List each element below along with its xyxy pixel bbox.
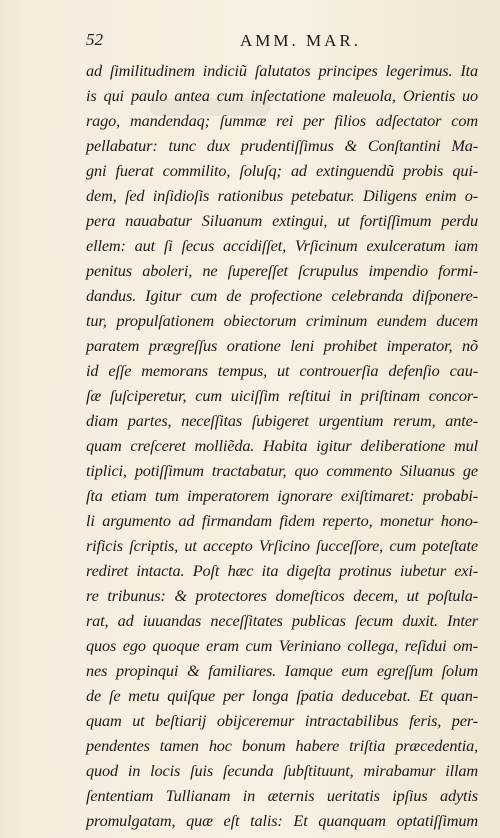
text-line: ad ſimilitudinem indiciũ ſalutatos principes legerimus. Ita [86, 61, 478, 80]
page-header [86, 30, 476, 56]
text-line: pera nauabatur Siluanum extingui, ut fortiſſimum perdu [86, 211, 478, 230]
page-number: 52 [86, 30, 103, 49]
text-line: paratem prægreſſus oratione leni prohibet imperator, nõ [86, 336, 478, 355]
text-line: rat, ad iuuandas neceſſitates publicas ſecum duxit. Inter [86, 611, 478, 630]
text-line: promulgatam, quæ eſt talis: Et quanquam optatiſſimum [86, 811, 478, 830]
text-line: quod in locis ſuis ſecunda ſubſtituunt, mirabamur illam [86, 761, 478, 780]
text-line: li argumento ad firmandam fidem reperto, monetur hono- [86, 511, 478, 530]
text-line: rago, mandendaq; ſummæ rei per filios adſectator com [86, 111, 478, 130]
text-line: pendentes tamen hoc bonum habere triſtia præcedentia, [86, 736, 478, 755]
text-line: ſta etiam tum imperatorem ignorare exiſtimaret: probabi- [86, 486, 478, 505]
text-line: de ſe metu quiſque per longa ſpatia deducebat. Et quan- [86, 686, 478, 705]
text-line: pellabatur: tunc dux prudentiſſimus & Conſtantini Ma- [86, 136, 478, 155]
text-line: ellem: aut ſi ſecus accidiſſet, Vrſicinum exulceratum iam [86, 236, 478, 255]
body-text [86, 58, 478, 833]
text-line: ſententiam Tullianam in æternis ueritatis ipſius adytis [86, 786, 478, 805]
text-line: re tribunus: & protectores domeſticos decem, ut poſtula- [86, 586, 478, 605]
text-line: nes propinqui & familiares. Iamque eum egreſſum ſolum [86, 661, 478, 680]
text-line: diam partes, neceſſitas ſubigeret urgentium rerum, ante- [86, 411, 478, 430]
text-line: tur, propulſationem obiectorum criminum eundem ducem [86, 311, 478, 330]
text-line: ſæ ſuſciperetur, cum uiciſſim reſtitui in priſtinam concor- [86, 386, 478, 405]
text-line: id eſſe memorans tempus, ut controuerſia defenſio cau- [86, 361, 478, 380]
text-line: quos ego quoque eram cum Veriniano collega, reſidui om- [86, 636, 478, 655]
text-line: rificis ſcriptis, ut accepto Vrſicino ſucceſſore, cum poteſtate [86, 536, 478, 555]
text-line: tiplici, potiſſimum tractabatur, quo commento Siluanus ge [86, 461, 478, 480]
running-head: AMM. MAR. [240, 31, 361, 50]
text-line: is qui paulo antea cum inſectatione maleuola, Orientis uo [86, 86, 478, 105]
text-line: rediret intacta. Poſt hæc ita digeſta protinus iubetur exi- [86, 561, 478, 580]
text-line: dem, ſed inſidioſis rationibus petebatur. Diligens enim o- [86, 186, 478, 205]
text-line: quam ut beſtiarij obijceremur intractabilibus feris, per- [86, 711, 478, 730]
text-line: gni fuerat commilito, ſoluſq; ad extinguendũ probis qui- [86, 161, 478, 180]
text-line: quam creſceret molliẽda. Habita igitur deliberatione mul [86, 436, 478, 455]
text-line: penitus aboleri, ne ſupereſſet ſcrupulus impendio formi- [86, 261, 478, 280]
text-line: dandus. Igitur cum de profectione celebranda diſponere- [86, 286, 478, 305]
